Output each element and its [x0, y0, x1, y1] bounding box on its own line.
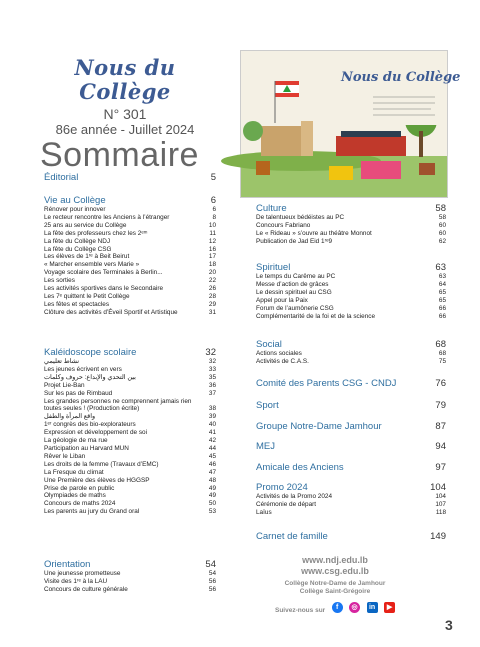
- toc-entry-title: Clôture des activités d’Éveil Sportif et Artistique: [44, 308, 178, 316]
- section-page: 58: [435, 203, 446, 214]
- toc-entry-page: 62: [438, 237, 446, 245]
- toc-entry-title: نشاط تعليمي: [44, 358, 80, 365]
- linkedin-icon[interactable]: in: [367, 602, 378, 613]
- section-title: Groupe Notre-Dame Jamhour: [256, 421, 382, 432]
- right-section: [256, 441, 446, 452]
- toc-entry-page: 20: [208, 269, 216, 277]
- section-title: Amicale des Anciens: [256, 462, 344, 473]
- toc-entry[interactable]: [44, 398, 216, 414]
- toc-entry[interactable]: [256, 230, 446, 238]
- right-section: [256, 203, 446, 246]
- toc-entry-title: Le « Rideau » s’ouvre au théâtre Monnot: [256, 229, 372, 237]
- toc-entry-title: Les élèves de 1ʳᵉ à Beit Beirut: [44, 253, 130, 261]
- magazine-title: Nous du Collège: [74, 55, 176, 104]
- toc-entry[interactable]: [44, 238, 216, 246]
- toc-entry-title: Les jeunes écrivent en vers: [44, 365, 122, 373]
- toc-entry-title: De talentueux bédéistes au PC: [256, 214, 345, 221]
- toc-entry[interactable]: [44, 358, 216, 366]
- toc-entry-title: Expression et développement de soi: [44, 429, 148, 437]
- section-title: Culture: [256, 203, 287, 214]
- toc-entry-page: 32: [208, 358, 216, 365]
- toc-entry[interactable]: [44, 301, 216, 309]
- toc-entry-title: Les droits de la femme (Travaux d’EMC): [44, 460, 159, 468]
- section-heading[interactable]: [44, 559, 216, 570]
- toc-entry-title: La fête des professeurs chez les 2ᵉᵐ: [44, 229, 148, 237]
- masthead: [40, 56, 210, 138]
- toc-entry[interactable]: [44, 382, 216, 390]
- toc-entry[interactable]: [44, 214, 216, 222]
- toc-entry-page: 37: [208, 389, 216, 397]
- toc-entry[interactable]: [44, 437, 216, 445]
- toc-entry-page: 54: [208, 570, 216, 577]
- right-section: [256, 482, 446, 517]
- toc-entry-title: Une jeunesse prometteuse: [44, 570, 121, 577]
- right-section: [256, 378, 446, 389]
- issue-year-line: 86e année - Juillet 2024: [55, 122, 195, 137]
- toc-entry-page: 8: [212, 213, 216, 221]
- section-title: Orientation: [44, 559, 91, 570]
- toc-entry[interactable]: [44, 508, 216, 516]
- toc-entry-page: 60: [438, 221, 446, 229]
- toc-entry-page: 39: [208, 413, 216, 421]
- toc-entry[interactable]: [256, 305, 446, 313]
- toc-entry-title: Publication de Jad Eid 1ʳᵉ9: [256, 237, 333, 245]
- section-page: 149: [430, 531, 446, 542]
- toc-entry[interactable]: [256, 350, 446, 358]
- toc-entry[interactable]: [44, 469, 216, 477]
- toc-entry-page: 118: [435, 508, 446, 516]
- toc-entry[interactable]: [44, 285, 216, 293]
- toc-entry-page: 63: [438, 273, 446, 280]
- toc-entry-page: 40: [208, 421, 216, 429]
- toc-entry-title: Sur les pas de Rimbaud: [44, 389, 113, 397]
- toc-entry-title: Les grandes personnes ne comprennent jamais rien toutes seules ! (Production écrite): [44, 397, 192, 413]
- toc-entry-page: 45: [208, 452, 216, 460]
- toc-entry-title: La fête du Collège NDJ: [44, 237, 111, 245]
- toc-entry-title: Olympiades de maths: [44, 492, 106, 500]
- toc-entry-page: 64: [438, 280, 446, 288]
- toc-entry[interactable]: [256, 289, 446, 297]
- toc-entry-title: Une Première des élèves de HGGSP: [44, 476, 150, 484]
- toc-entry-page: 56: [208, 577, 216, 585]
- toc-entry-page: 42: [208, 437, 216, 445]
- toc-entry-title: La géologie de ma rue: [44, 437, 108, 445]
- section-page: 68: [435, 339, 446, 350]
- toc-entry[interactable]: [44, 492, 216, 500]
- left-section: [44, 559, 216, 594]
- toc-entry-title: La fête du Collège CSG: [44, 245, 112, 253]
- right-section: [256, 262, 446, 320]
- toc-entry-page: 66: [438, 304, 446, 312]
- toc-entry-title: Activités de C.A.S.: [256, 357, 309, 365]
- toc-entry-title: Concours de maths 2024: [44, 500, 116, 508]
- toc-entry-title: Prise de parole en public: [44, 484, 115, 492]
- toc-entry-page: 75: [438, 357, 446, 365]
- toc-entry[interactable]: [44, 578, 216, 586]
- website-link-csg[interactable]: www.csg.edu.lb: [301, 566, 369, 576]
- toc-entry-page: 58: [438, 214, 446, 221]
- toc-entry-page: 48: [208, 476, 216, 484]
- toc-entry[interactable]: [44, 453, 216, 461]
- toc-entry-page: 18: [208, 261, 216, 269]
- toc-entry-page: 47: [208, 468, 216, 476]
- toc-entry-title: Le temps du Carême au PC: [256, 273, 336, 280]
- right-section: [256, 339, 446, 366]
- section-page: 32: [205, 347, 216, 358]
- toc-entry-title: Visite des 1ʳᵉ à la LAU: [44, 577, 108, 585]
- toc-entry-title: Rénover pour innover: [44, 206, 106, 213]
- toc-entry[interactable]: [44, 429, 216, 437]
- toc-entry-page: 17: [208, 253, 216, 261]
- toc-entry[interactable]: [44, 500, 216, 508]
- toc-entry-title: Actions sociales: [256, 350, 302, 357]
- right-section: [256, 462, 446, 473]
- section-heading[interactable]: [256, 262, 446, 273]
- cover-title: Nous du Collège: [341, 70, 461, 85]
- toc-entry[interactable]: [44, 570, 216, 578]
- toc-entry-page: 56: [208, 585, 216, 593]
- toc-entry-page: 49: [208, 484, 216, 492]
- toc-entry[interactable]: [256, 281, 446, 289]
- section-heading[interactable]: [256, 339, 446, 350]
- follow-label: Suivez-nous sur: [274, 607, 326, 614]
- editorial-entry[interactable]: [44, 172, 216, 183]
- right-section: [256, 531, 446, 542]
- toc-entry-page: 12: [208, 237, 216, 245]
- toc-entry[interactable]: [44, 374, 216, 382]
- section-page: 87: [435, 421, 446, 432]
- right-section: [256, 400, 446, 411]
- toc-entry-title: Le recteur rencontre les Anciens à l’étranger: [44, 213, 170, 221]
- section-heading[interactable]: [256, 400, 446, 411]
- toc-entry-title: Les parents au jury du Grand oral: [44, 508, 140, 516]
- toc-entry[interactable]: [256, 313, 446, 321]
- toc-entry-page: 53: [208, 508, 216, 516]
- toc-entry-page: 50: [208, 500, 216, 508]
- toc-entry-title: « Marcher ensemble vers Marie »: [44, 261, 140, 269]
- toc-entry[interactable]: [44, 253, 216, 261]
- toc-entry[interactable]: [44, 586, 216, 594]
- toc-entry-page: 22: [208, 277, 216, 285]
- toc-entry-page: 60: [438, 229, 446, 237]
- toc-entry-page: 33: [208, 365, 216, 373]
- toc-entry-page: 16: [208, 245, 216, 253]
- section-title: Sport: [256, 400, 279, 411]
- toc-entry-title: 25 ans au service du Collège: [44, 221, 127, 229]
- toc-entry-title: 1ᵉʳ congrès des bio-explorateurs: [44, 421, 136, 429]
- toc-entry-title: Voyage scolaire des Terminales à Berlin...: [44, 269, 163, 277]
- section-heading[interactable]: [256, 482, 446, 493]
- toc-entry-title: Le dessin spirituel au CSG: [256, 288, 332, 296]
- section-title: Spirituel: [256, 262, 291, 273]
- toc-entry[interactable]: [44, 269, 216, 277]
- toc-entry[interactable]: [44, 413, 216, 421]
- toc-entry[interactable]: [44, 366, 216, 374]
- toc-entry-page: 66: [438, 312, 446, 320]
- toc-entry[interactable]: [44, 222, 216, 230]
- section-page: 54: [205, 559, 216, 570]
- footer-contact: [255, 555, 415, 617]
- toc-entry[interactable]: [44, 246, 216, 254]
- school-name-ndj: Collège Notre-Dame de Jamhour: [284, 580, 386, 587]
- section-title: Social: [256, 339, 282, 350]
- toc-entry[interactable]: [44, 477, 216, 485]
- section-title: Promo 2024: [256, 482, 308, 493]
- toc-entry-page: 65: [438, 296, 446, 304]
- section-title: MEJ: [256, 441, 275, 452]
- toc-entry[interactable]: [256, 273, 446, 281]
- toc-entry[interactable]: [256, 214, 446, 222]
- toc-entry-title: Les fêtes et spectacles: [44, 300, 110, 308]
- toc-entry-title: واقع المرأة والطفل: [44, 413, 96, 421]
- editorial-label: Éditorial: [44, 172, 79, 183]
- toc-entry[interactable]: [44, 461, 216, 469]
- toc-entry[interactable]: [44, 206, 216, 214]
- toc-entry-page: 68: [438, 350, 446, 357]
- section-heading[interactable]: [256, 441, 446, 452]
- section-heading[interactable]: [256, 462, 446, 473]
- left-section: [44, 195, 216, 317]
- toc-entry[interactable]: [256, 297, 446, 305]
- section-page: 97: [435, 462, 446, 473]
- cover-illustration: [241, 51, 461, 197]
- toc-entry-title: Concours Fabriano: [256, 221, 311, 229]
- toc-entry-title: Activités de la Promo 2024: [256, 493, 333, 500]
- toc-entry[interactable]: [44, 261, 216, 269]
- toc-entry-page: 35: [208, 373, 216, 381]
- section-page: 79: [435, 400, 446, 411]
- section-page: 63: [435, 262, 446, 273]
- toc-entry-page: 6: [212, 206, 216, 213]
- toc-entry-title: Projet Lie-Ban: [44, 381, 85, 389]
- toc-entry-page: 65: [438, 288, 446, 296]
- toc-entry-page: 49: [208, 492, 216, 500]
- cover-thumbnail: [240, 50, 461, 198]
- toc-entry-page: 107: [435, 500, 446, 508]
- section-page: 6: [210, 195, 216, 206]
- toc-entry-title: Complémentarité de la foi et de la science: [256, 312, 376, 320]
- toc-entry-page: 104: [435, 493, 446, 500]
- toc-entry-title: Les activités sportives dans le Secondaire: [44, 285, 164, 293]
- toc-entry-page: 44: [208, 444, 216, 452]
- toc-entry-page: 11: [209, 229, 216, 237]
- section-heading[interactable]: [256, 378, 446, 389]
- editorial-page: 5: [210, 172, 216, 183]
- toc-entry-page: 29: [208, 300, 216, 308]
- toc-entry-title: Participation au Harvard MUN: [44, 444, 129, 452]
- website-link-ndj[interactable]: www.ndj.edu.lb: [302, 555, 368, 565]
- section-heading[interactable]: [44, 347, 216, 358]
- section-title: Kaléidoscope scolaire: [44, 347, 137, 358]
- toc-entry-title: Cérémonie de départ: [256, 500, 317, 508]
- toc-entry[interactable]: [256, 222, 446, 230]
- toc-entry-page: 28: [208, 292, 216, 300]
- section-heading[interactable]: [256, 203, 446, 214]
- toc-entry-title: Les 7ᵉ quittent le Petit Collège: [44, 292, 130, 300]
- page-number: 3: [445, 617, 453, 633]
- section-heading[interactable]: [256, 421, 446, 432]
- toc-entry-title: Forum de l’aumônerie CSG: [256, 304, 334, 312]
- toc-entry-page: 41: [208, 429, 216, 437]
- section-page: 76: [435, 378, 446, 389]
- toc-entry[interactable]: [256, 501, 446, 509]
- toc-entry-title: La Fresque du climat: [44, 468, 104, 476]
- toc-entry-page: 46: [208, 460, 216, 468]
- section-heading[interactable]: [256, 531, 446, 542]
- toc-entry-title: Messe d’action de grâces: [256, 280, 329, 288]
- toc-entry-page: 38: [208, 405, 216, 413]
- social-row: [255, 599, 415, 617]
- toc-entry[interactable]: [44, 485, 216, 493]
- toc-entry[interactable]: [44, 421, 216, 429]
- toc-entry-page: 26: [208, 285, 216, 293]
- toc-entry[interactable]: [44, 293, 216, 301]
- toc-entry[interactable]: [44, 309, 216, 317]
- toc-entry-page: 31: [208, 308, 216, 316]
- left-section: [44, 347, 216, 516]
- youtube-icon[interactable]: ▶: [384, 602, 395, 613]
- toc-entry[interactable]: [256, 509, 446, 517]
- toc-entry[interactable]: [44, 445, 216, 453]
- toc-entry-title: Rêver le Liban: [44, 452, 86, 460]
- toc-entry[interactable]: [256, 493, 446, 501]
- section-title: Vie au Collège: [44, 195, 106, 206]
- toc-entry-page: 36: [208, 381, 216, 389]
- toc-entry-page: 10: [208, 221, 216, 229]
- facebook-icon[interactable]: f: [332, 602, 343, 613]
- issue-number: N° 301: [103, 106, 147, 122]
- sommaire-heading: Sommaire: [40, 136, 199, 174]
- section-page: 104: [430, 482, 446, 493]
- toc-entry-title: بين التحدي والإبداع: حروف وكلمات: [44, 373, 136, 381]
- toc-entry[interactable]: [256, 238, 446, 246]
- section-heading[interactable]: [44, 195, 216, 206]
- toc-entry[interactable]: [44, 390, 216, 398]
- toc-entry[interactable]: [44, 230, 216, 238]
- toc-entry-title: Concours de culture générale: [44, 585, 128, 593]
- toc-entry-title: Laïus: [256, 508, 272, 516]
- instagram-icon[interactable]: ◎: [349, 602, 360, 613]
- toc-entry-title: Les sorties: [44, 277, 75, 285]
- section-title: Comité des Parents CSG - CNDJ: [256, 378, 397, 389]
- section-title: Carnet de famille: [256, 531, 328, 542]
- right-section: [256, 421, 446, 432]
- toc-entry[interactable]: [256, 358, 446, 366]
- school-name-csg: Collège Saint-Grégoire: [299, 588, 371, 595]
- toc-entry-title: Appel pour la Paix: [256, 296, 308, 304]
- section-page: 94: [435, 441, 446, 452]
- toc-entry[interactable]: [44, 277, 216, 285]
